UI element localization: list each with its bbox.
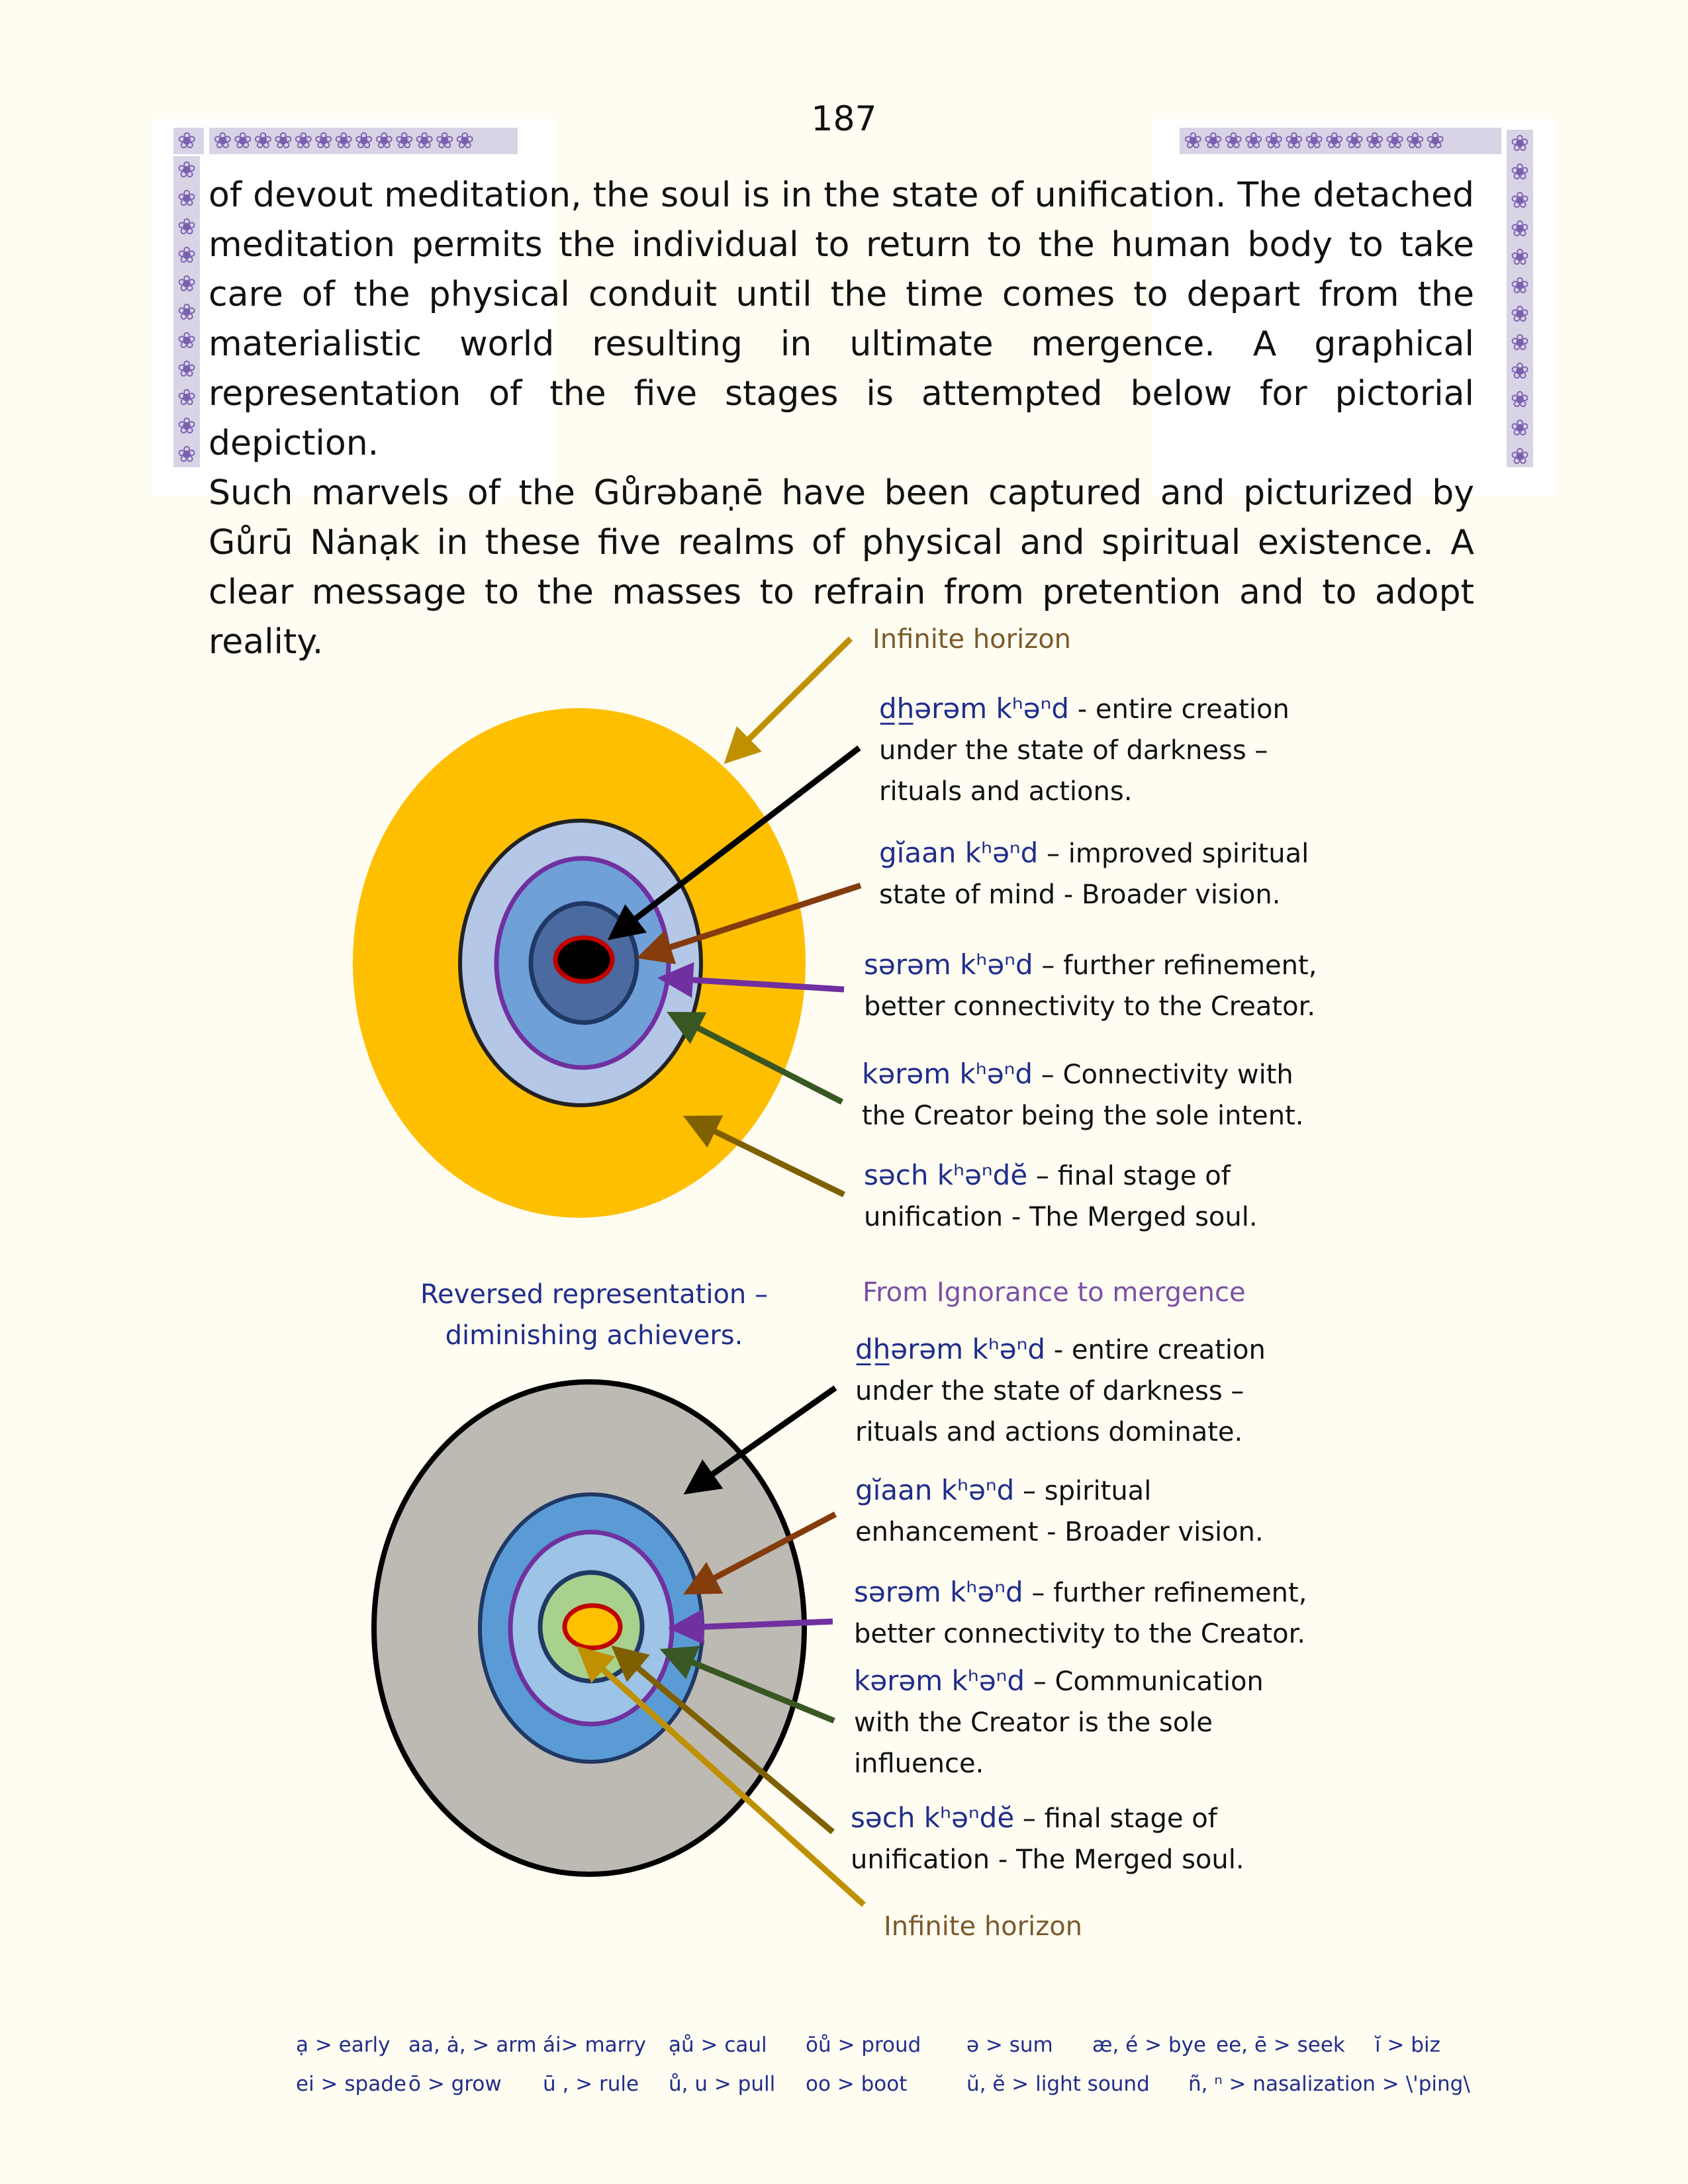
legend-item: aa, ȧ, > arm: [408, 2033, 537, 2057]
legend-item: ñ, ⁿ > nasalization > \'ping\: [1188, 2072, 1470, 2096]
reversed-label-line: Reversed representation –: [420, 1279, 768, 1310]
flower-border-right-column: ❀ ❀ ❀ ❀ ❀ ❀ ❀ ❀ ❀ ❀ ❀ ❀: [1507, 130, 1533, 467]
stage-term: kərəm kʰəⁿd: [854, 1664, 1025, 1697]
stage-description-line: influence.: [854, 1749, 984, 1779]
stage-description-line: unification - The Merged soul.: [851, 1844, 1244, 1875]
flower-border-top-left: ❀: [173, 128, 204, 154]
legend-item: ei > spade: [296, 2072, 406, 2096]
stage-description-line: enhancement - Broader vision.: [855, 1517, 1264, 1547]
legend-item: æ, é > bye: [1092, 2033, 1206, 2057]
diagram-1: [353, 639, 861, 1218]
diagram1-infinite-horizon-label: Infinite horizon: [872, 624, 1072, 655]
legend-item: ạ > early: [296, 2033, 391, 2057]
stage-description-line: better connectivity to the Creator.: [854, 1619, 1306, 1649]
stage-term: d̲h̲ərəm kʰəⁿd: [879, 692, 1070, 725]
stage-term: gĭaan kʰəⁿd: [879, 837, 1039, 869]
diagram1-stage-saram: [864, 944, 1340, 1027]
stage-description-line: under the state of darkness –: [855, 1376, 1244, 1406]
stage-term: səch kʰəⁿd: [864, 1159, 1011, 1191]
stage-description-line: under the state of darkness –: [879, 735, 1268, 766]
flower-border-left-column: ❀ ❀ ❀ ❀ ❀ ❀ ❀ ❀ ❀ ❀ ❀: [173, 156, 200, 467]
legend-item: ō > grow: [408, 2072, 502, 2096]
stage-term: kərəm kʰəⁿd: [862, 1058, 1033, 1090]
stage-description: – final stage of: [1027, 1161, 1231, 1191]
legend-item: ŭ, ĕ > light sound: [966, 2072, 1150, 2096]
stage-term: sərəm kʰəⁿd: [864, 948, 1033, 981]
diagram1-core: [555, 938, 612, 981]
pronunciation-legend-row-1: [0, 2033, 1688, 2060]
stage-description: – further refinement,: [1023, 1578, 1307, 1608]
stage-description-line: better connectivity to the Creator.: [864, 991, 1316, 1022]
diagram2-stage-saram: [854, 1572, 1331, 1655]
flower-border-top-left-row: ❀❀❀❀❀❀❀❀❀❀❀❀❀: [209, 128, 518, 154]
legend-item: ů, u > pull: [669, 2072, 776, 2096]
diagram2-stage-karam: [854, 1661, 1331, 1784]
legend-item: ái> marry: [543, 2033, 646, 2057]
diagram1-stage-gian: [879, 833, 1356, 915]
diagram1-stage-sach: [864, 1155, 1340, 1238]
stage-term: gĭaan kʰəⁿd: [855, 1474, 1015, 1506]
flower-border-top-right-row: ❀❀❀❀❀❀❀❀❀❀❀❀❀: [1180, 128, 1501, 154]
diagram1-stage-dharam: [879, 688, 1356, 812]
diagram1-arrow-infinite: [728, 639, 851, 760]
stage-term: səch kʰəⁿd: [851, 1801, 998, 1834]
legend-item: ə > sum: [966, 2033, 1053, 2057]
legend-item: ū , > rule: [543, 2072, 639, 2096]
stage-term: sərəm kʰəⁿd: [854, 1576, 1023, 1608]
diagram2-core: [565, 1606, 620, 1648]
stage-description: – spiritual: [1014, 1476, 1152, 1506]
from-ignorance-label: From Ignorance to mergence: [863, 1277, 1246, 1308]
stage-term-suffix: ĕ: [997, 1801, 1015, 1834]
stage-description: – Connectivity with: [1033, 1060, 1293, 1090]
stage-term-suffix: ĕ: [1010, 1159, 1028, 1191]
pronunciation-legend-row-2: [0, 2072, 1688, 2099]
page-number: 187: [811, 99, 877, 139]
stage-description-line: with the Creator is the sole: [854, 1707, 1213, 1738]
legend-item: ōů > proud: [806, 2033, 921, 2057]
stage-description-line: unification - The Merged soul.: [864, 1202, 1258, 1232]
stage-description: – Communication: [1025, 1666, 1264, 1697]
diagram1-stage-karam: [862, 1054, 1338, 1136]
diagram2-stage-dharam: [855, 1329, 1332, 1453]
stage-description-line: rituals and actions.: [879, 776, 1133, 807]
legend-item: ạů > caul: [669, 2033, 767, 2057]
diagram2-stage-gian: [855, 1470, 1332, 1553]
paragraph-2: Such marvels of the Gůrəbaṇē have been captured and picturized by Gůrū Nȧnạk in these five realms of physical and spiritual existence. A clear message to the masses to refrain from pretention and to adopt reality.: [209, 473, 1474, 662]
stage-description: – further refinement,: [1033, 950, 1317, 981]
paragraph-1: of devout meditation, the soul is in the state of unification. The detached meditation permits the individual to return to the human body to take care of the physical conduit until the time comes to depart from the materialistic world resulting in ultimate mergence. A graphical representation of the five stages is attempted below for pictorial depiction.: [209, 175, 1474, 463]
legend-item: ee, ē > seek: [1216, 2033, 1345, 2057]
stage-description: - entire creation: [1069, 694, 1289, 725]
stage-description: – final stage of: [1014, 1803, 1217, 1834]
stage-description-line: state of mind - Broader vision.: [879, 880, 1281, 910]
diagram2-infinite-horizon-label: Infinite horizon: [884, 1911, 1083, 1942]
reversed-representation-label: [397, 1274, 791, 1356]
stage-description-line: rituals and actions dominate.: [855, 1417, 1243, 1447]
stage-term: d̲h̲ərəm kʰəⁿd: [855, 1333, 1046, 1365]
legend-item: ĭ > biz: [1375, 2033, 1440, 2057]
stage-description: – improved spiritual: [1038, 839, 1309, 869]
diagram-2: [374, 1382, 864, 1905]
diagram2-stage-sach: [851, 1797, 1327, 1880]
stage-description: - entire creation: [1045, 1335, 1266, 1365]
stage-description-line: the Creator being the sole intent.: [862, 1101, 1304, 1131]
legend-item: oo > boot: [806, 2072, 908, 2096]
reversed-label-line: diminishing achievers.: [445, 1320, 743, 1351]
